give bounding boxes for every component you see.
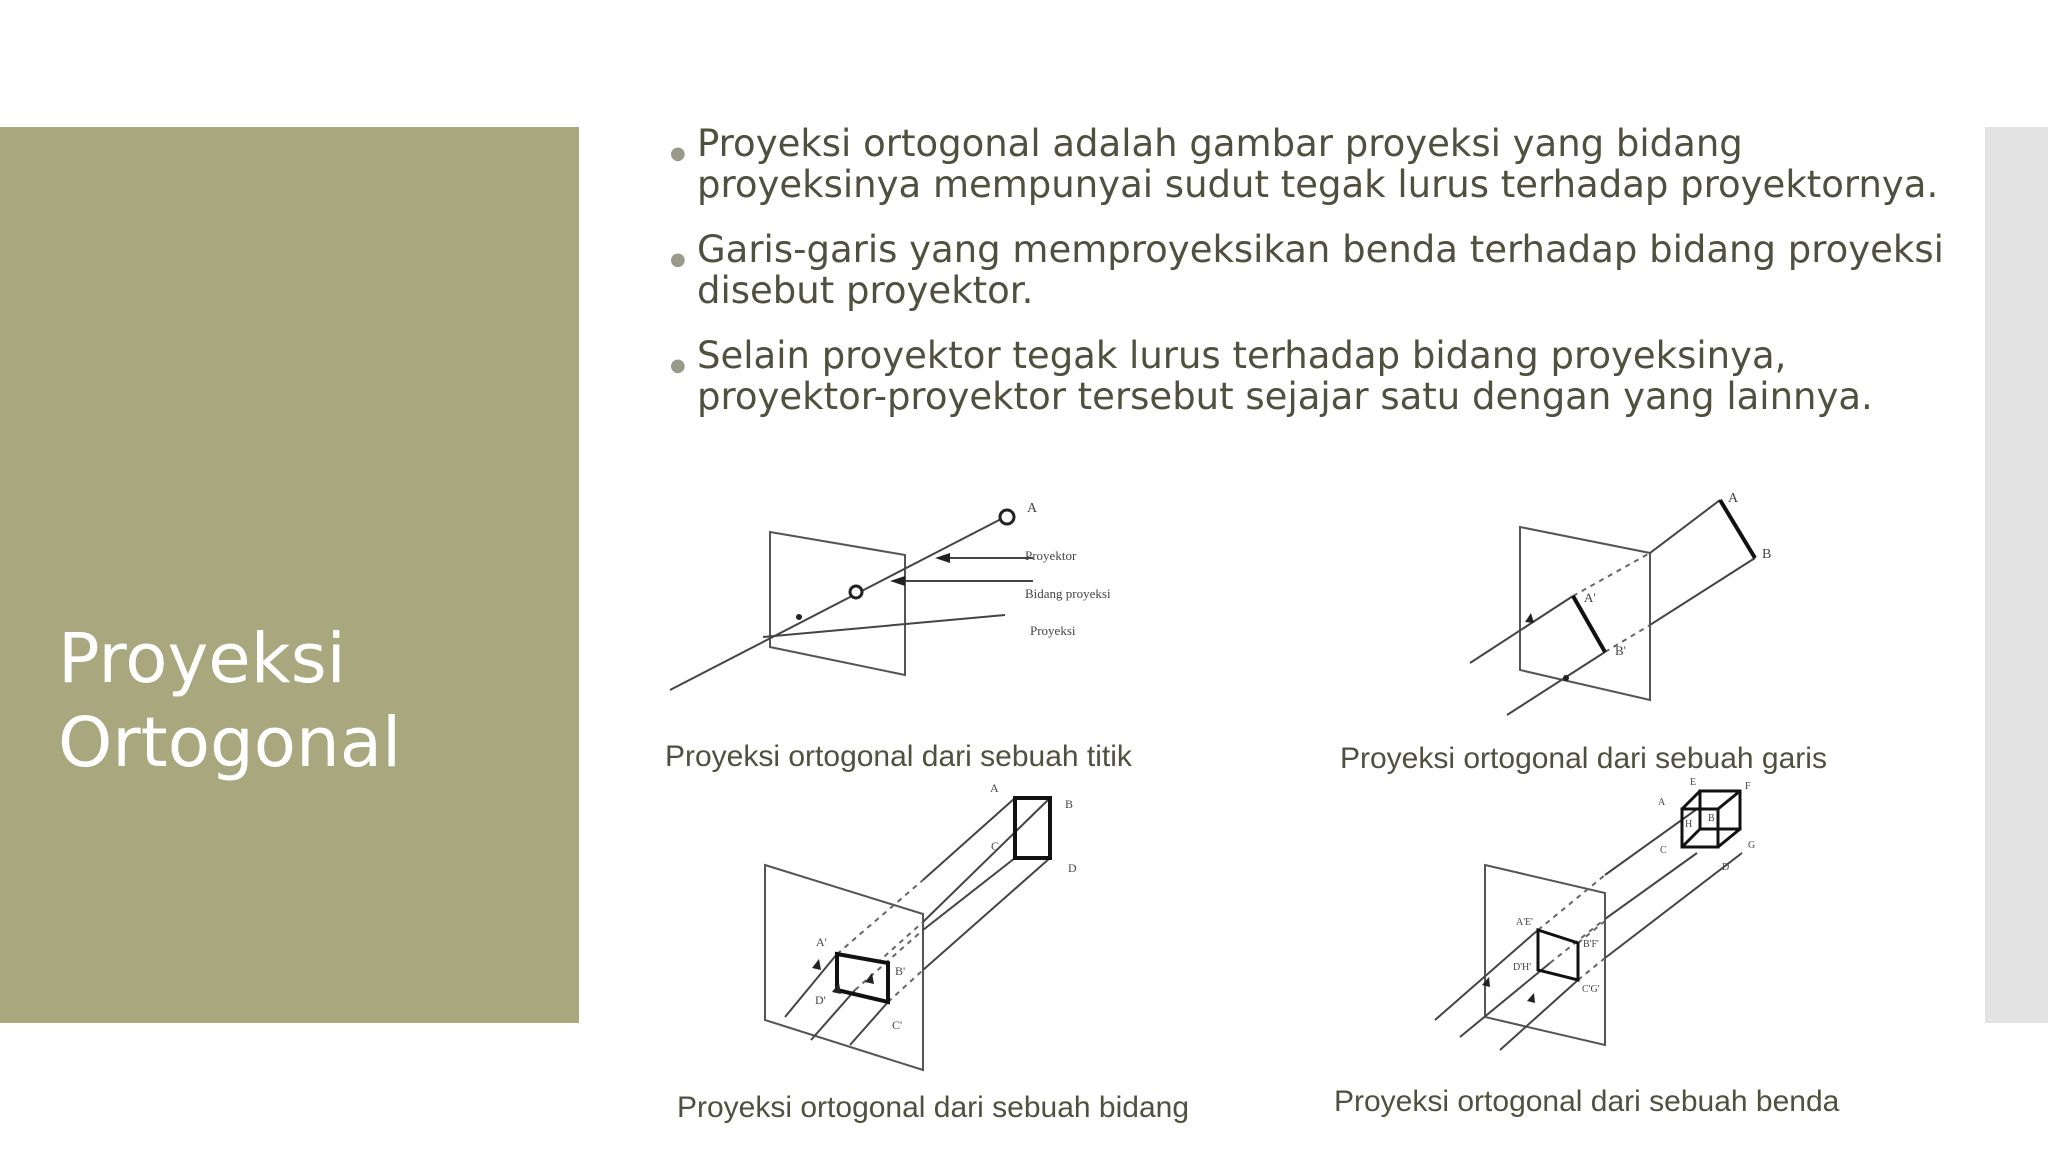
label-dh-prime: D'H' bbox=[1513, 962, 1532, 973]
label-c-prime: C' bbox=[892, 1018, 903, 1032]
label-b: B bbox=[1065, 797, 1074, 811]
label-d: D bbox=[1722, 862, 1730, 873]
point-a-marker bbox=[1000, 510, 1014, 524]
bullet-icon: ● bbox=[670, 355, 686, 376]
label-ae-prime: A'E' bbox=[1516, 917, 1533, 928]
label-e: E bbox=[1690, 777, 1697, 788]
bullet-list bbox=[670, 123, 1970, 441]
title-panel bbox=[0, 127, 579, 1023]
label-h: H bbox=[1685, 819, 1693, 830]
bullet-icon: ● bbox=[670, 249, 686, 270]
figure-plane-projection bbox=[720, 780, 1100, 1080]
label-b-prime: B' bbox=[1615, 643, 1627, 658]
label-f: F bbox=[1745, 781, 1751, 792]
caption-plane: Proyeksi ortogonal dari sebuah bidang bbox=[677, 1091, 1190, 1124]
label-b: B bbox=[1762, 547, 1772, 562]
figure-solid-projection bbox=[1420, 775, 1780, 1055]
right-edge-strip bbox=[1985, 127, 2048, 1023]
legend-proyektor: Proyektor bbox=[1025, 548, 1077, 563]
figure-point-projection bbox=[665, 485, 1145, 715]
legend-proyeksi: Proyeksi bbox=[1030, 623, 1076, 638]
label-a: A bbox=[990, 781, 999, 795]
label-a: A bbox=[1728, 491, 1739, 506]
figure-line-projection bbox=[1455, 485, 1815, 735]
slide-title: Proyeksi Ortogonal bbox=[58, 619, 402, 783]
label-g: G bbox=[1748, 840, 1756, 851]
caption-line: Proyeksi ortogonal dari sebuah garis bbox=[1340, 742, 1827, 775]
label-c: C bbox=[991, 839, 1000, 853]
bullet-item: ● Garis-garis yang memproyeksikan benda terhadap bidang proyeksi disebut proyektor. bbox=[670, 228, 1944, 312]
legend-bidang: Bidang proyeksi bbox=[1025, 586, 1111, 601]
bullet-item: ● Proyeksi ortogonal adalah gambar proyeksi yang bidang proyeksinya mempunyai sudut tegak lurus terhadap proyektornya. bbox=[670, 122, 1939, 206]
label-a: A bbox=[1658, 797, 1666, 808]
label-b-prime: B' bbox=[895, 964, 906, 978]
label-c: C bbox=[1660, 845, 1667, 856]
label-b: B bbox=[1708, 813, 1715, 824]
caption-point: Proyeksi ortogonal dari sebuah titik bbox=[665, 740, 1132, 773]
label-bf-prime: B'F' bbox=[1583, 939, 1599, 950]
label-cg-prime: C'G' bbox=[1582, 984, 1600, 995]
label-d: D bbox=[1068, 861, 1077, 875]
caption-solid: Proyeksi ortogonal dari sebuah benda bbox=[1334, 1085, 1840, 1118]
label-a-prime: A' bbox=[816, 935, 827, 949]
label-a: A bbox=[1027, 501, 1038, 516]
bullet-item: ● Selain proyektor tegak lurus terhadap bidang proyeksinya, proyektor-proyektor tersebut sejajar satu dengan yang lainnya. bbox=[670, 334, 1873, 418]
label-a-prime: A' bbox=[1584, 590, 1596, 605]
label-d-prime: D' bbox=[815, 993, 826, 1007]
bullet-icon: ● bbox=[670, 143, 686, 164]
